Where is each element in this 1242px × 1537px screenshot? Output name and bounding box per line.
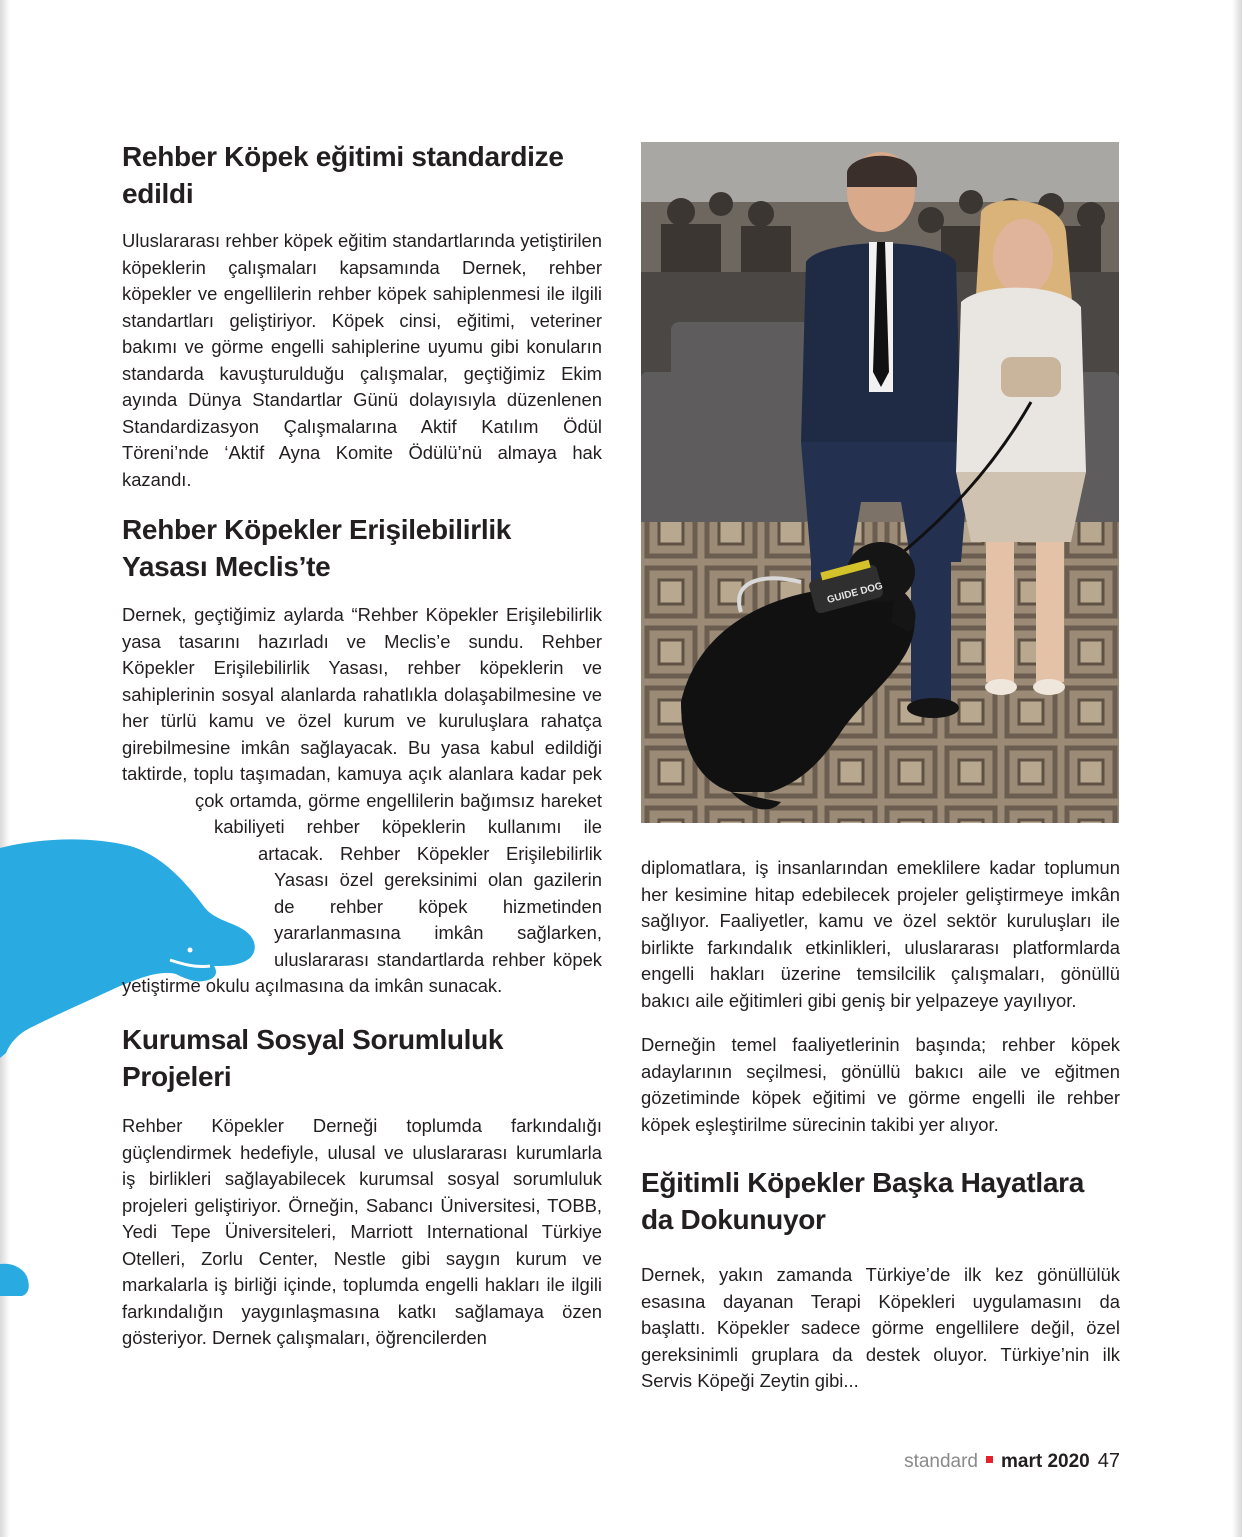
page-footer (904, 1450, 1120, 1473)
paragraph-csr-projects: Rehber Köpekler Derneği toplumda farkındalığı güçlendirmek hedefiyle, ulusal ve uluslararası kurumlarla iş birlikleri sağlayabilecek kurumsal sosyal sorumluluk projeleri geliştiriyor. Örneğin, Sabancı Üniversitesi, TOBB, Yedi Tepe Üniversiteleri, Marriott International Türkiye Otelleri, Zorlu Center, Nestle gibi saygın kurum ve markalarla iş birliği içinde, toplumda engelli hakları ile ilgili farkındalığın yaygınlaşmasına katkı sağlamaya özen gösteriyor. Dernek çalışmaları, öğrencilerden (122, 1115, 602, 1348)
accessibility-paragraph-container (122, 602, 602, 1000)
photo-illustration (641, 142, 1119, 823)
heading-csr-projects: Kurumsal Sosyal Sorumluluk Projeleri (122, 1024, 504, 1092)
heading-accessibility-law: Rehber Köpekler Erişilebilirlik Yasası Meclis’te (122, 514, 512, 582)
page-edge-left (0, 0, 10, 1537)
page-number: 47 (1097, 1450, 1120, 1472)
vest-label: GUIDE DOG (825, 580, 885, 607)
event-photo (641, 142, 1119, 823)
heading-guide-dog-training-standardized: Rehber Köpek eğitimi standardize edildi (122, 141, 564, 209)
heading-trained-dogs-touch-lives: Eğitimli Köpekler Başka Hayatlara da Dokunuyor (641, 1167, 1084, 1235)
paragraph-accessibility-law: Dernek, geçtiğimiz aylarda “Rehber Köpekler Erişilebilirlik yasa tasarını hazırladı ve Meclis’e sundu. Rehber Köpekler Erişilebilirlik Yasası, rehber köpeklerin ve sahiplerinin sosyal alanlarda rahatlıkla dolaşabilmesine ve her türlü kamu ve özel kurum ve kuruluşlara rahatça girebilmesine imkân sağlayacak. Bu yasa kabul edildiği taktirde, toplu taşımadan, kamuya açık alanlara kadar pek çok ortamda, görme engellilerin bağımsız hareket kabiliyeti rehber köpeklerin kullanımı ile artacak. Rehber Köpekler Erişilebilirlik Yasası özel gereksinimi olan gazilerin de rehber köpek hizmetinden yararlanmasına imkân sağlarken, uluslararası standartlarda rehber köpek yetiştirme okulu açılmasına da imkân sunacak. (122, 604, 602, 996)
paragraph-main-activities: Derneğin temel faaliyetlerinin başında; rehber köpek adaylarının seçilmesi, gönüllü bakıcı aile ve eğitmen gözetiminde köpek eğitimi ve görme engelli ile rehber köpek eşleştirilme sürecinin takibi yer alıyor. (641, 1034, 1120, 1135)
paragraph-projects-continued: diplomatlara, iş insanlarından emeklilere kadar toplumun her kesimine hitap edebilecek projeler geliştirmeye imkân sağlıyor. Faaliyetler, kamu ve özel sektör kuruluşları ile birlikte farkındalık etkinlikleri, uluslararası platformlarda engelli hakları üzerine temsilcilik çalışmaları, gönüllü bakıcı aile eğitimleri gibi geniş bir yelpazeye yayılıyor. (641, 857, 1120, 1011)
blue-dog-tail (0, 1262, 34, 1296)
publication-name: standard (904, 1451, 979, 1472)
paragraph-therapy-dogs: Dernek, yakın zamanda Türkiye’de ilk kez gönüllülük esasına dayanan Terapi Köpekleri uygulamasını da başlattı. Köpekler sadece görme engellilere değil, özel gereksinimli gruplara da destek oluyor. Türkiye’nin ilk Servis Köpeği Zeytin gibi... (641, 1264, 1120, 1391)
right-column (641, 855, 1120, 1395)
page-edge-right (1232, 0, 1242, 1537)
issue-date: mart 2020 (1001, 1451, 1090, 1472)
footer-separator-square (986, 1456, 993, 1463)
paragraph-standardization: Uluslararası rehber köpek eğitim standartlarında yetiştirilen köpeklerin çalışmaları kapsamında Dernek, rehber köpekler ve engellilerin rehber köpek sahiplenmesi ile ilgili standartları geliştiriyor. Köpek cinsi, eğitimi, veteriner bakımı ve görme engelli sahiplerine uyumu gibi konuların standarda kavuşturulduğu çalışmalar, geçtiğimiz Ekim ayında Dünya Standartlar Günü dolayısıyla düzenlenen Standardizasyon Çalışmalarına Aktif Katılım Ödül Töreni’nde ‘Aktif Ayna Komite Ödülü’nü almaya hak kazandı. (122, 230, 602, 490)
